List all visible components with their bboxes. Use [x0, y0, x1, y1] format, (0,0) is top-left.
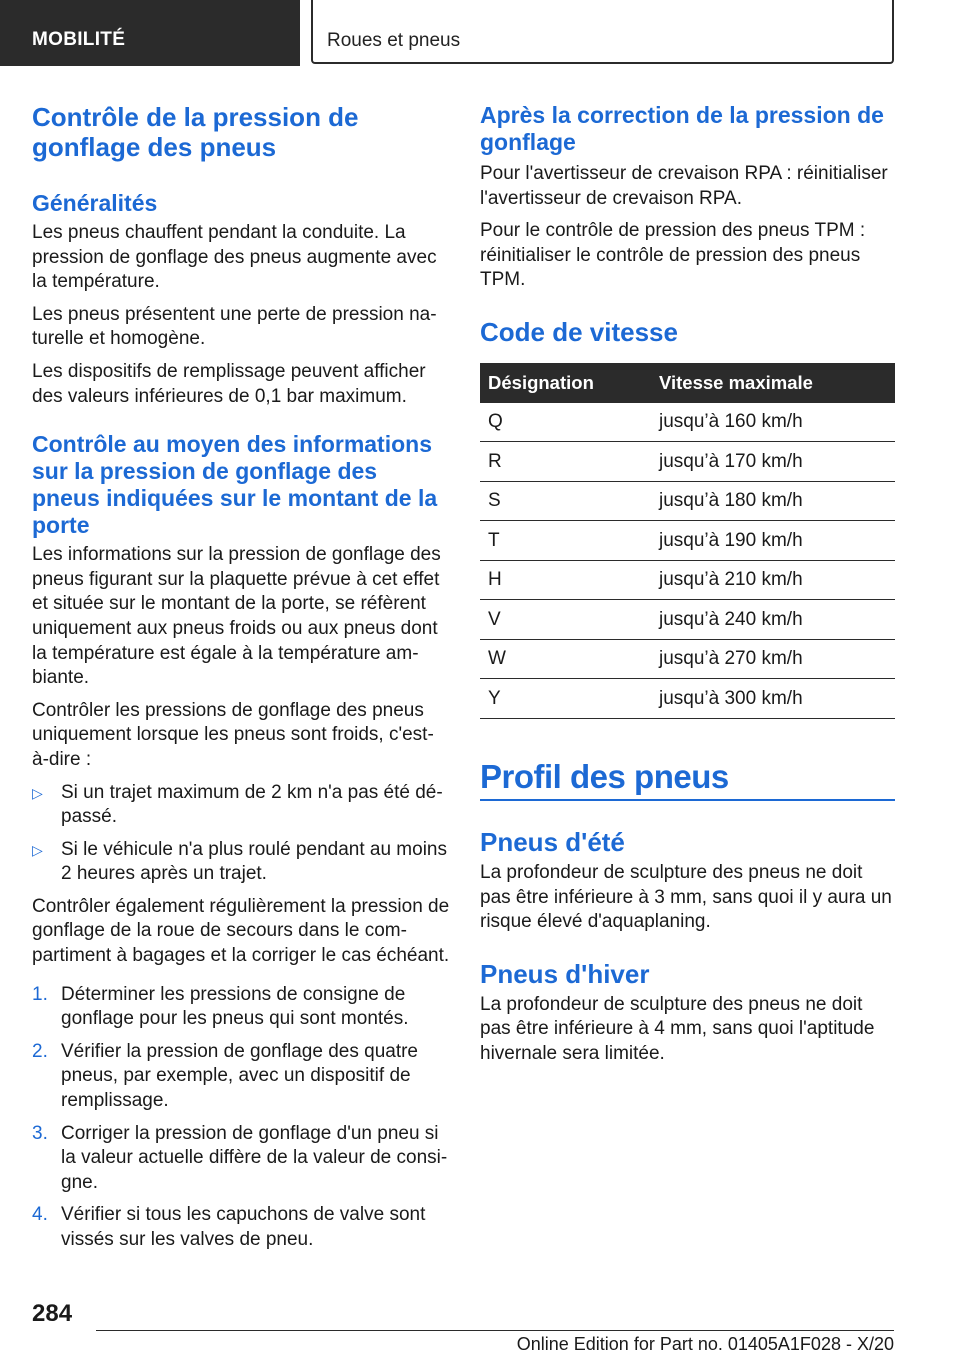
procedure-steps-list [32, 983, 450, 1253]
header-section-label: MOBILITÉ [32, 29, 126, 50]
table-row [480, 442, 895, 482]
table-row [480, 521, 895, 561]
section-title-line2: gonflage des pneus [32, 132, 277, 162]
generalites-paragraph-1: Les pneus chauffent pendant la conduite. La pression de gonflage des pneus augmente avec la température. [32, 222, 437, 293]
column-header-max-speed: Vitesse maximale [651, 363, 895, 403]
door-info-paragraph-3: Contrôler également régulièrement la pression de gonflage de la roue de secours dans le com-partiment à bagages et la corriger le cas échéant. [32, 895, 450, 967]
tyre-tread-chapter-heading: Profil des pneus [480, 757, 729, 795]
table-cell: jusqu’à 270 km/h [651, 639, 895, 679]
list-item [32, 1203, 450, 1252]
generalites-heading: Généralités [32, 190, 158, 216]
right-column [480, 102, 896, 1067]
triangle-bullet-icon: ▷ [32, 784, 43, 801]
section-title [32, 102, 450, 162]
table-cell: V [480, 600, 651, 640]
generalites-paragraph-2: Les pneus présentent une perte de pression na-turelle et homogène. [32, 303, 437, 350]
table-row [480, 560, 895, 600]
footer-divider [96, 1330, 894, 1331]
step-number: 1. [32, 983, 48, 1005]
door-info-paragraph-2: Contrôler les pressions de gonflage des pneus uniquement lorsque les pneus sont froids, c'est-à-dire : [32, 699, 434, 770]
door-info-heading: Contrôle au moyen des informations sur la pression de gonflage des pneus indiquées sur le montant de la porte [32, 431, 438, 539]
list-item [32, 838, 450, 887]
winter-tyres-paragraph: La profondeur de sculpture des pneus ne doit pas être inférieure à 4 mm, sans quoi l'aptitude hivernale sera limitée. [480, 993, 875, 1064]
header-topic-tab [311, 0, 894, 64]
table-cell: H [480, 560, 651, 600]
step-number: 4. [32, 1204, 48, 1226]
table-row [480, 403, 895, 442]
summer-tyres-paragraph: La profondeur de sculpture des pneus ne doit pas être inférieure à 3 mm, sans quoi il y aura un risque élevé d'aquaplaning. [480, 861, 892, 933]
table-cell: S [480, 481, 651, 521]
after-correction-paragraph-1: Pour l'avertisseur de crevaison RPA : réinitialiser l'avertisseur de crevaison RPA. [480, 163, 888, 209]
speed-code-table [480, 363, 895, 719]
speed-code-heading: Code de vitesse [480, 316, 678, 347]
generalites-paragraph-3: Les dispositifs de remplissage peuvent afficher des valeurs inférieures de 0,1 bar maximum. [32, 360, 426, 407]
winter-tyres-heading: Pneus d'hiver [480, 958, 650, 989]
cold-tyre-conditions-list [32, 781, 450, 887]
table-cell: R [480, 442, 651, 482]
table-cell: Q [480, 403, 651, 442]
list-item [32, 781, 450, 830]
footer-edition-text: Online Edition for Part no. 01405A1F028 - X/20 [516, 1334, 894, 1354]
table-row [480, 679, 895, 719]
table-header-row [480, 363, 895, 403]
table-cell: jusqu’à 160 km/h [651, 403, 895, 442]
step-text: Vérifier la pression de gonflage des quatre pneus, par exemple, avec un dispositif de remplissage. [61, 1040, 419, 1112]
step-text: Corriger la pression de gonflage d'un pneu si la valeur actuelle diffère de la valeur de consi-gne. [61, 1122, 448, 1193]
table-row [480, 639, 895, 679]
table-cell: jusqu’à 190 km/h [651, 521, 895, 561]
header-section-tab [0, 0, 300, 66]
table-cell: jusqu’à 180 km/h [651, 481, 895, 521]
triangle-bullet-icon: ▷ [32, 841, 43, 858]
door-info-paragraph-1: Les informations sur la pression de gonflage des pneus figurant sur la plaquette prévue à cet effet et située sur le montant de la porte, se réfèrent uniquement aux pneus froids ou aux pneus dont la température est égale à la température am-biante. [32, 544, 441, 689]
after-correction-heading: Après la correction de la pression de gonflage [480, 102, 884, 155]
step-text: Vérifier si tous les capuchons de valve sont vissés sur les valves de pneu. [61, 1204, 426, 1250]
step-text: Déterminer les pressions de consigne de gonflage pour les pneus qui sont montés. [61, 983, 409, 1030]
list-item [32, 983, 450, 1032]
list-item [32, 1122, 450, 1196]
list-item [32, 1040, 450, 1114]
table-row [480, 481, 895, 521]
table-row [480, 600, 895, 640]
table-cell: jusqu’à 240 km/h [651, 600, 895, 640]
page-number: 284 [32, 1300, 73, 1327]
table-cell: Y [480, 679, 651, 719]
column-header-designation: Désignation [480, 363, 651, 403]
left-column [32, 102, 450, 1261]
step-number: 3. [32, 1122, 48, 1144]
table-cell: jusqu’à 210 km/h [651, 560, 895, 600]
header-topic-label: Roues et pneus [327, 30, 461, 51]
table-cell: T [480, 521, 651, 561]
table-cell: jusqu’à 170 km/h [651, 442, 895, 482]
table-cell: W [480, 639, 651, 679]
chapter-divider [480, 799, 895, 801]
summer-tyres-heading: Pneus d'été [480, 826, 625, 857]
table-cell: jusqu’à 300 km/h [651, 679, 895, 719]
list-item-text: Si un trajet maximum de 2 km n'a pas été dé-passé. [61, 781, 443, 828]
list-item-text: Si le véhicule n'a plus roulé pendant au moins 2 heures après un trajet. [61, 838, 447, 885]
section-title-line1: Contrôle de la pression de [32, 102, 359, 132]
step-number: 2. [32, 1040, 48, 1062]
after-correction-paragraph-2: Pour le contrôle de pression des pneus TPM : réinitialiser le contrôle de pression des pneus TPM. [480, 220, 866, 291]
